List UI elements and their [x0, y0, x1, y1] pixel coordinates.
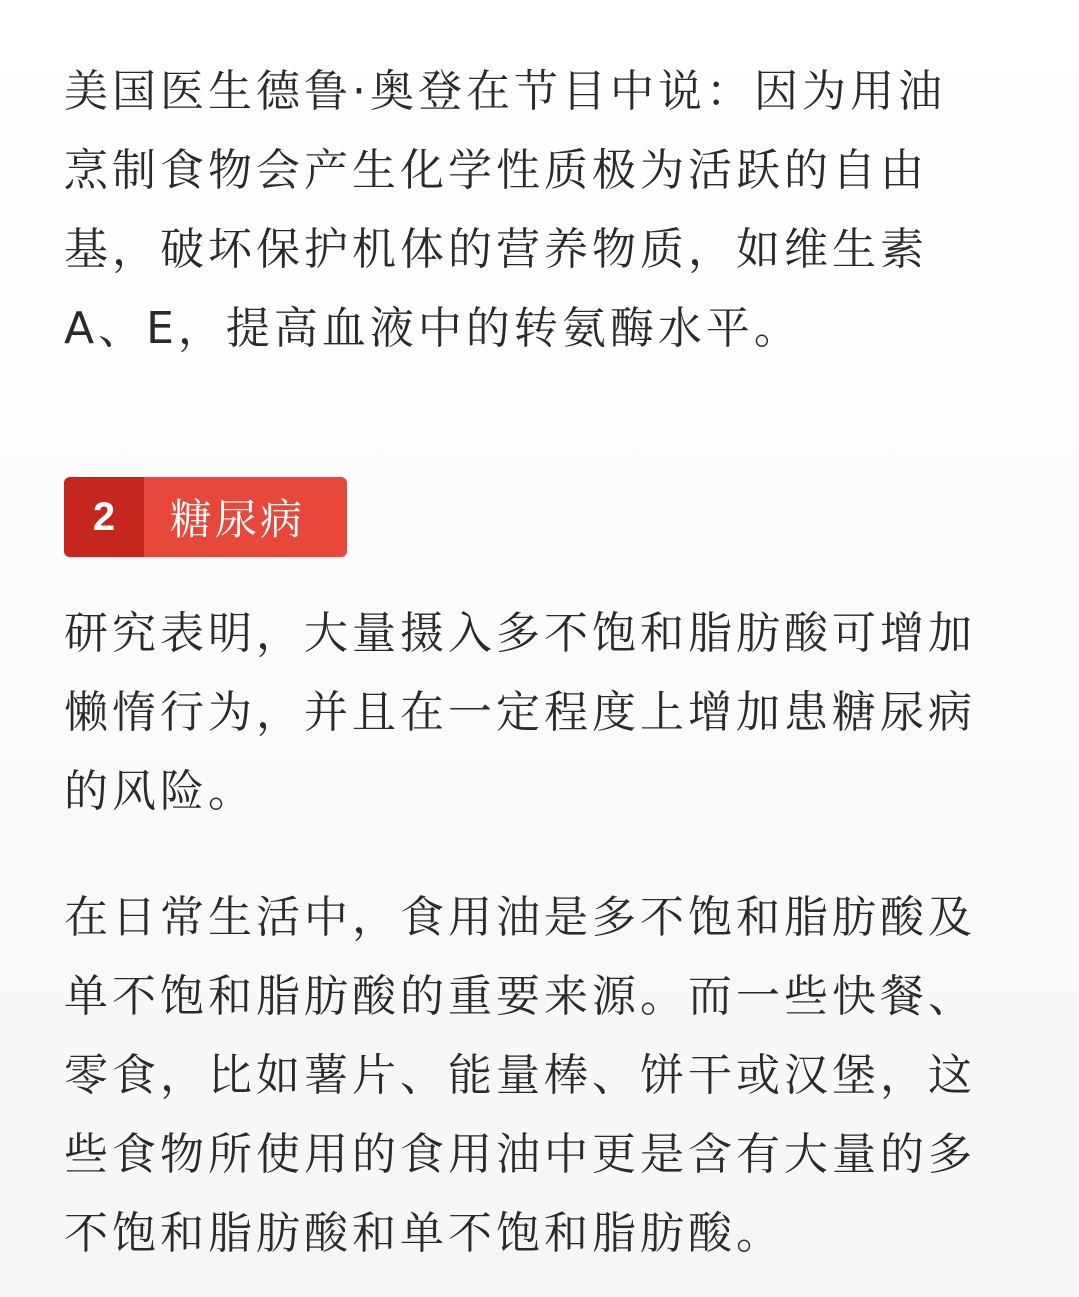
section-number: 2 [64, 477, 144, 557]
paragraph-line: 在日常生活中，食用油是多不饱和脂肪酸及 [64, 892, 976, 943]
paragraph-line: 零食，比如薯片、能量棒、饼干或汉堡，这 [64, 1050, 976, 1101]
section-title: 糖尿病 [144, 477, 347, 557]
paragraph-line: 美国医生德鲁·奥登在节目中说：因为用油 [64, 66, 946, 117]
diabetes-paragraph-2 [64, 878, 1014, 1273]
paragraph-line: A、E，提高血液中的转氨酶水平。 [64, 303, 802, 354]
paragraph-line: 些食物所使用的食用油中更是含有大量的多 [64, 1129, 976, 1180]
paragraph-line: 懒惰行为，并且在一定程度上增加患糖尿病 [64, 687, 976, 738]
section-heading-badge [64, 477, 347, 557]
paragraph-line: 不饱和脂肪酸和单不饱和脂肪酸。 [64, 1208, 784, 1259]
paragraph-line: 单不饱和脂肪酸的重要来源。而一些快餐、 [64, 971, 976, 1022]
paragraph-line: 研究表明，大量摄入多不饱和脂肪酸可增加 [64, 608, 976, 659]
paragraph-line: 基，破坏保护机体的营养物质，如维生素 [64, 224, 928, 275]
diabetes-paragraph-1 [64, 594, 1014, 831]
intro-paragraph [64, 52, 1014, 368]
paragraph-line: 烹制食物会产生化学性质极为活跃的自由 [64, 145, 928, 196]
paragraph-line: 的风险。 [64, 766, 256, 817]
